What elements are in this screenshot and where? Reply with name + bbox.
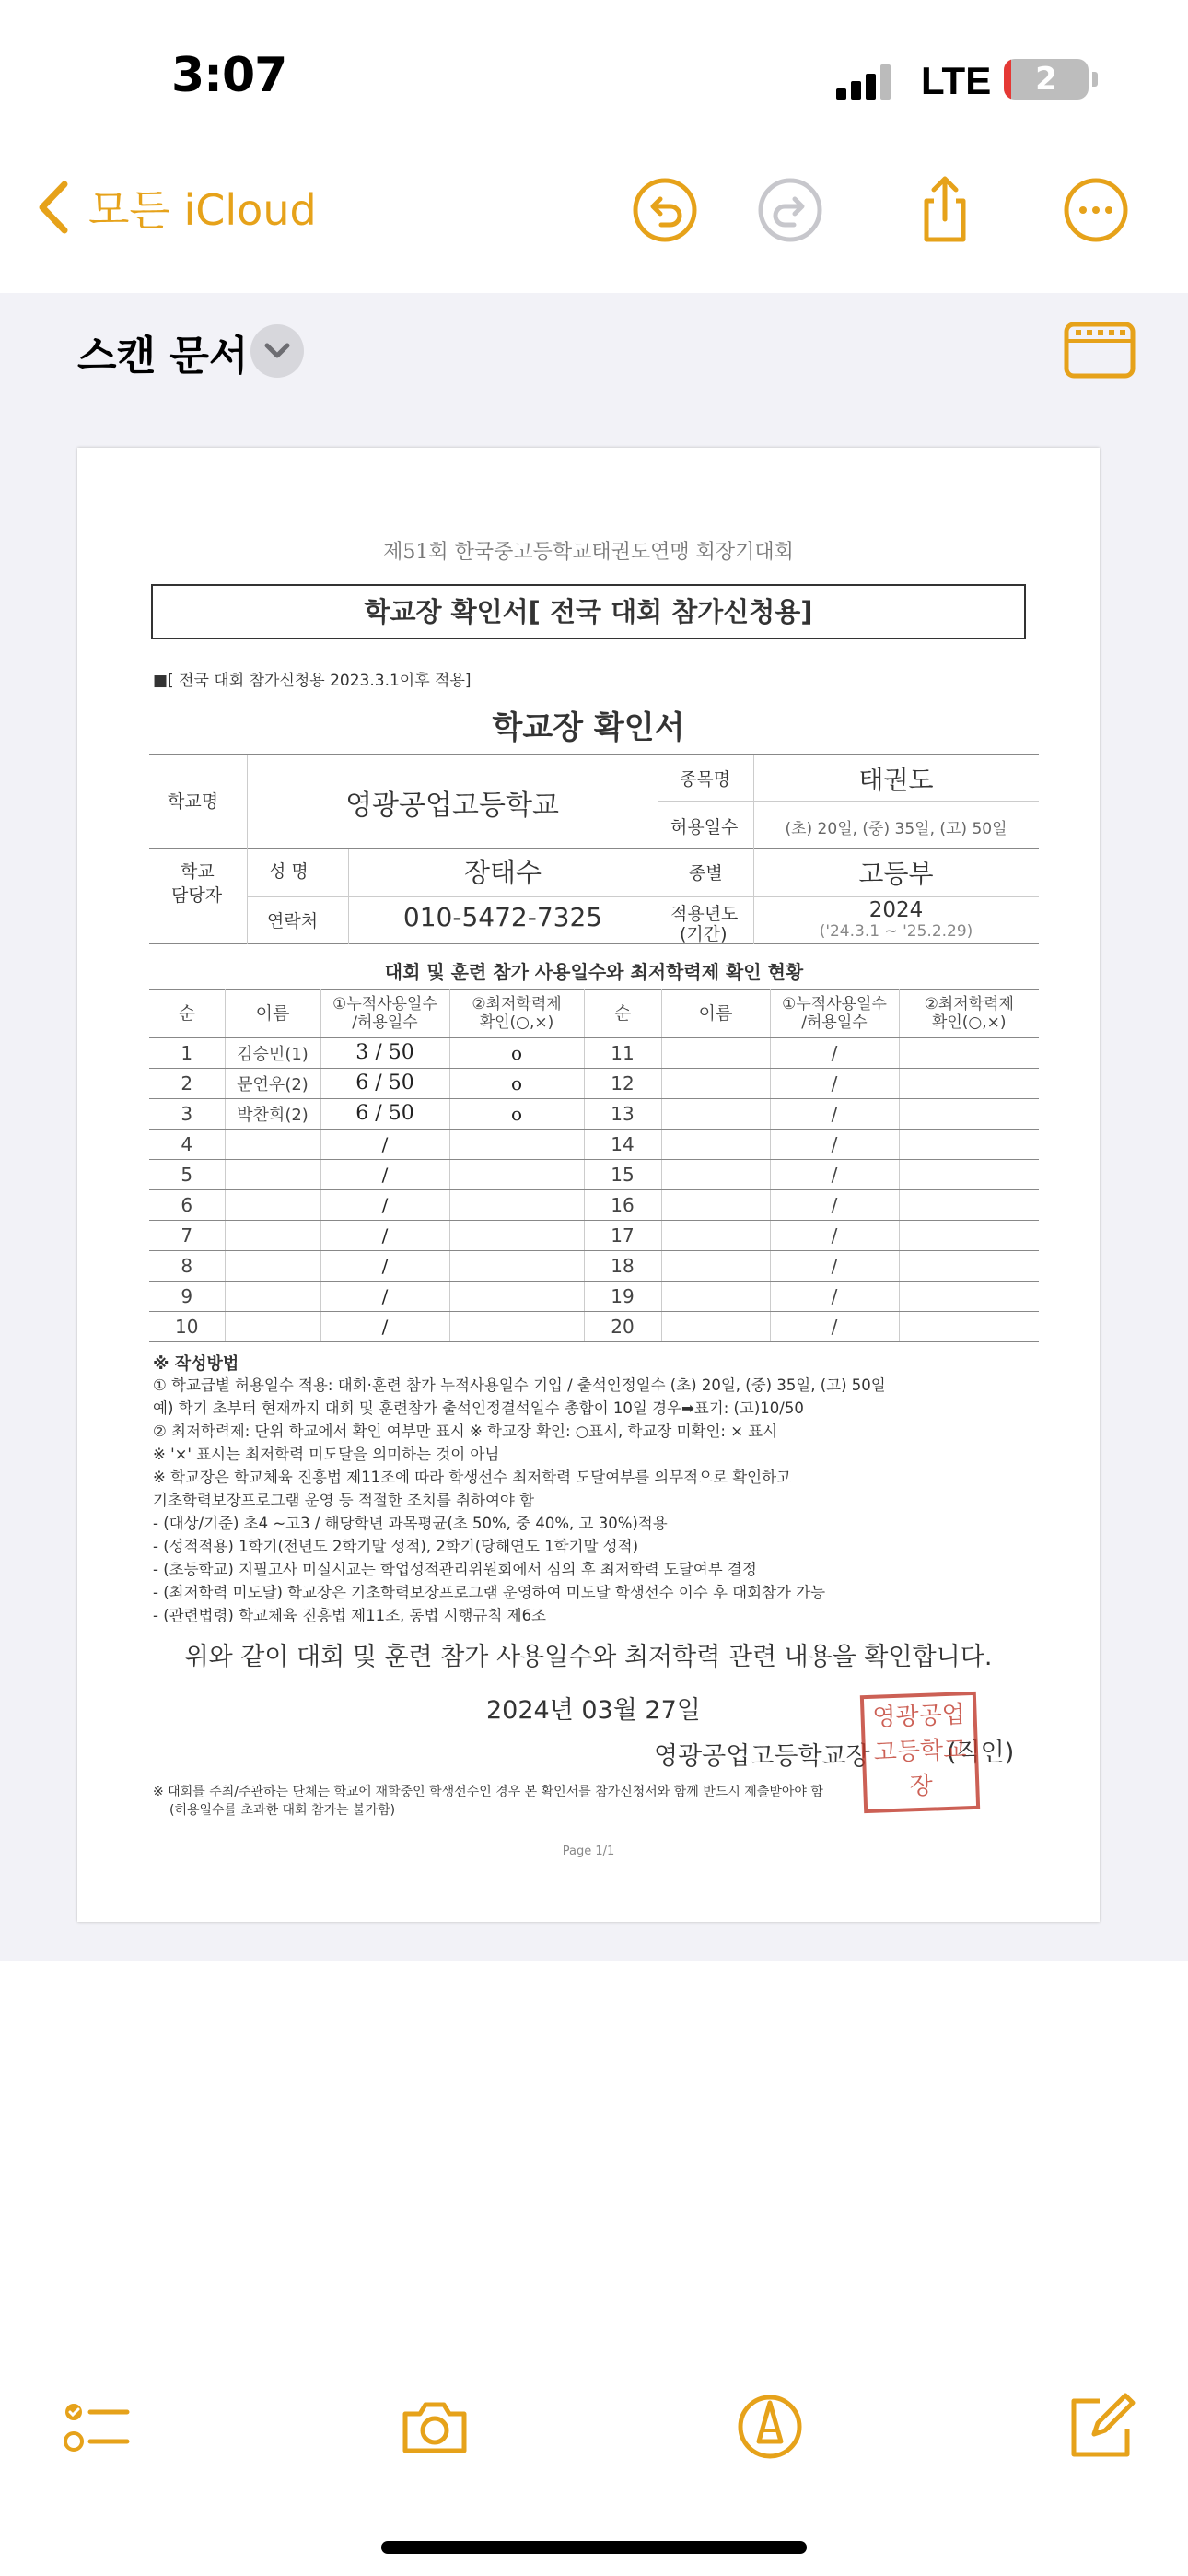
table-cell — [899, 1068, 1039, 1098]
official-seal — [860, 1692, 980, 1813]
bottom-toolbar — [0, 2359, 1188, 2488]
year-value: 2024 — [868, 898, 924, 922]
footer-note-2: (허용일수를 초과한 대회 참가는 불가함) — [169, 1803, 396, 1818]
table-cell: / — [320, 1129, 449, 1159]
table-cell — [225, 1281, 320, 1311]
table-cell — [661, 1159, 770, 1189]
school-label: 학교명 — [168, 791, 219, 812]
share-button[interactable] — [910, 175, 980, 245]
table-cell: 박찬희(2) — [225, 1098, 320, 1129]
keyboard-button[interactable] — [1063, 321, 1136, 380]
status-bar — [0, 0, 1188, 138]
keyboard-icon — [1063, 321, 1136, 380]
table-cell — [449, 1220, 584, 1250]
table-header-cell: 순 — [149, 989, 225, 1037]
markup-button[interactable] — [733, 2390, 807, 2464]
table-cell — [661, 1311, 770, 1341]
table-cell: 문연우(2) — [225, 1068, 320, 1098]
heading-box — [151, 584, 1026, 639]
table-cell: 1 — [149, 1037, 225, 1068]
table-header-cell: 이름 — [225, 989, 320, 1037]
table-cell: 4 — [149, 1129, 225, 1159]
method-line: 예) 학기 초부터 현재까지 대회 및 훈련참가 출석인정결석일수 총합이 10일 경우➡표기: (고)10/50 — [153, 1399, 804, 1417]
contact-value: 010-5472-7325 — [402, 902, 603, 932]
table-cell — [899, 1098, 1039, 1129]
scan-options-button[interactable] — [250, 324, 304, 378]
table-cell: 김승민(1) — [225, 1037, 320, 1068]
page-number: Page 1/1 — [562, 1844, 615, 1858]
main-title: 학교장 확인서 — [492, 709, 685, 746]
table-cell — [899, 1159, 1039, 1189]
table-header-cell: 이름 — [661, 989, 770, 1037]
section-title: 대회 및 훈련 참가 사용일수와 최저학력제 확인 현황 — [384, 961, 804, 983]
type-label: 종별 — [689, 863, 723, 884]
markup-icon — [733, 2390, 807, 2464]
table-cell — [225, 1129, 320, 1159]
share-icon — [910, 175, 980, 245]
table-cell: / — [770, 1189, 899, 1220]
table-cell: o — [449, 1068, 584, 1098]
manager-label-2: 담당자 — [171, 885, 223, 906]
table-cell: o — [449, 1098, 584, 1129]
method-line: 기초학력보장프로그램 운영 등 적절한 조치를 취하여야 함 — [153, 1492, 535, 1509]
table-cell: 9 — [149, 1281, 225, 1311]
table-header-row — [149, 989, 1039, 1037]
sport-value: 태권도 — [858, 765, 934, 795]
table-cell: / — [320, 1311, 449, 1341]
table-cell — [449, 1159, 584, 1189]
year-label-2: (기간) — [680, 924, 728, 944]
battery-cap — [1092, 72, 1098, 87]
table-row — [149, 1098, 1039, 1129]
compose-button[interactable] — [1065, 2390, 1138, 2464]
scanned-page[interactable] — [77, 448, 1100, 1922]
table-cell: / — [320, 1189, 449, 1220]
table-row — [149, 1037, 1039, 1068]
table-cell: 11 — [584, 1037, 661, 1068]
table-cell — [899, 1129, 1039, 1159]
table-cell: / — [770, 1159, 899, 1189]
table-cell — [899, 1037, 1039, 1068]
footer-note-1: ※ 대회를 주최/주관하는 단체는 학교에 재학중인 학생선수인 경우 본 확인서를 참가신청서와 함께 반드시 제출받아야 함 — [153, 1785, 823, 1799]
table-cell — [899, 1281, 1039, 1311]
sport-label: 종목명 — [680, 769, 731, 790]
table-cell: 3 — [149, 1098, 225, 1129]
checklist-icon — [59, 2390, 133, 2464]
table-cell — [449, 1311, 584, 1341]
table-cell: 5 — [149, 1159, 225, 1189]
table-header-cell: ①누적사용일수 /허용일수 — [770, 989, 899, 1037]
table-cell — [449, 1281, 584, 1311]
home-indicator[interactable] — [381, 2541, 807, 2554]
table-cell — [661, 1068, 770, 1098]
table-header-cell: ①누적사용일수 /허용일수 — [320, 989, 449, 1037]
table-cell — [899, 1311, 1039, 1341]
table-cell: / — [770, 1098, 899, 1129]
table-cell — [225, 1159, 320, 1189]
table-cell: / — [770, 1220, 899, 1250]
table-cell — [449, 1250, 584, 1281]
table-cell: / — [770, 1129, 899, 1159]
table-cell — [899, 1220, 1039, 1250]
table-cell: 6 / 50 — [320, 1098, 449, 1129]
table-header-cell: ②최저학력제 확인(○,×) — [899, 989, 1039, 1037]
battery-level: 2 — [1035, 61, 1057, 98]
undo-icon — [630, 175, 700, 245]
table-cell — [661, 1220, 770, 1250]
issue-date: 2024년 03월 27일 — [486, 1696, 701, 1725]
table-cell — [661, 1189, 770, 1220]
table-cell: 10 — [149, 1311, 225, 1341]
contact-label: 연락처 — [267, 911, 319, 931]
status-time: 3:07 — [171, 48, 287, 103]
applicability-note: ■[ 전국 대회 참가신청용 2023.3.1이후 적용] — [153, 672, 472, 690]
table-row — [149, 1159, 1039, 1189]
table-cell: 12 — [584, 1068, 661, 1098]
confirm-text: 위와 같이 대회 및 훈련 참가 사용일수와 최저학력 관련 내용을 확인합니다. — [184, 1643, 993, 1671]
table-cell — [661, 1037, 770, 1068]
method-line: ② 최저학력제: 단위 학교에서 확인 여부만 표시 ※ 학교장 확인: ○표시, 학교장 미확인: × 표시 — [153, 1423, 778, 1440]
participation-table — [149, 989, 1039, 1342]
table-cell — [225, 1220, 320, 1250]
table-cell: 18 — [584, 1250, 661, 1281]
allow-value: (초) 20일, (중) 35일, (고) 50일 — [785, 820, 1007, 838]
info-table — [149, 754, 1039, 989]
name-value: 장태수 — [463, 857, 542, 888]
table-cell: 14 — [584, 1129, 661, 1159]
method-line: ※ 학교장은 학교체육 진흥법 제11조에 따라 학생선수 최저학력 도달여부를 의무적으로 확인하고 — [153, 1469, 791, 1486]
network-type: LTE — [921, 59, 992, 102]
table-header-cell: 순 — [584, 989, 661, 1037]
chevron-down-icon — [250, 324, 304, 378]
chevron-left-icon — [33, 179, 72, 236]
redo-icon — [755, 175, 825, 245]
camera-button[interactable] — [398, 2390, 472, 2464]
year-range: ('24.3.1 ~ '25.2.29) — [819, 922, 973, 941]
heading-box-text: 학교장 확인서[ 전국 대회 참가신청용] — [364, 596, 813, 627]
compose-icon — [1065, 2390, 1138, 2464]
table-cell — [225, 1311, 320, 1341]
table-cell: 6 — [149, 1189, 225, 1220]
table-cell — [225, 1250, 320, 1281]
table-cell: o — [449, 1037, 584, 1068]
table-cell: 17 — [584, 1220, 661, 1250]
table-cell: / — [770, 1281, 899, 1311]
table-cell: 19 — [584, 1281, 661, 1311]
table-cell: 7 — [149, 1220, 225, 1250]
manager-label-1: 학교 — [181, 861, 215, 882]
table-row — [149, 1250, 1039, 1281]
table-cell — [661, 1281, 770, 1311]
scan-title: 스캔 문서 — [77, 333, 249, 380]
table-cell: 20 — [584, 1311, 661, 1341]
method-line: ① 학교급별 허용일수 적용: 대회·훈련 참가 누적사용일수 기입 / 출석인정일수 (초) 20일, (중) 35일, (고) 50일 — [153, 1376, 886, 1394]
back-button[interactable] — [33, 175, 317, 240]
method-title: ※ 작성방법 — [153, 1354, 239, 1374]
more-icon — [1061, 175, 1131, 245]
method-line: - (성적적용) 1학기(전년도 2학기말 성적), 2학기(당해연도 1학기말 성적) — [153, 1538, 639, 1555]
allow-label: 허용일수 — [670, 817, 739, 837]
table-cell: / — [320, 1250, 449, 1281]
table-cell: 6 / 50 — [320, 1068, 449, 1098]
table-row — [149, 1189, 1039, 1220]
table-cell: 8 — [149, 1250, 225, 1281]
table-cell: 2 — [149, 1068, 225, 1098]
table-cell: / — [770, 1068, 899, 1098]
table-cell: / — [770, 1311, 899, 1341]
redo-button[interactable] — [755, 175, 825, 245]
table-cell — [225, 1189, 320, 1220]
table-row — [149, 1068, 1039, 1098]
table-row — [149, 1129, 1039, 1159]
table-cell — [661, 1098, 770, 1129]
seal-hint: (직인) — [947, 1739, 1015, 1767]
table-cell — [661, 1129, 770, 1159]
table-cell — [449, 1189, 584, 1220]
table-cell: / — [770, 1037, 899, 1068]
back-label: 모든 iCloud — [88, 185, 317, 235]
battery-icon — [1004, 59, 1089, 100]
table-cell: 15 — [584, 1159, 661, 1189]
table-cell: / — [320, 1159, 449, 1189]
cellular-signal-icon — [836, 64, 897, 100]
name-label: 성 명 — [269, 861, 309, 882]
table-cell: / — [770, 1250, 899, 1281]
checklist-button[interactable] — [59, 2390, 133, 2464]
table-cell: / — [320, 1281, 449, 1311]
method-line: ※ '×' 표시는 최저학력 미도달을 의미하는 것이 아님 — [153, 1446, 500, 1463]
method-line: - (최저학력 미도달) 학교장은 기초학력보장프로그램 운영하여 미도달 학생선수 이수 후 대회참가 가능 — [153, 1584, 826, 1601]
table-row — [149, 1311, 1039, 1341]
table-cell: 13 — [584, 1098, 661, 1129]
table-row — [149, 1281, 1039, 1311]
table-header-cell: ②최저학력제 확인(○,×) — [449, 989, 584, 1037]
table-cell — [899, 1189, 1039, 1220]
type-value: 고등부 — [858, 859, 934, 889]
event-title: 제51회 한국중고등학교태권도연맹 회장기대회 — [383, 541, 794, 564]
year-label-1: 적용년도 — [670, 904, 739, 924]
camera-icon — [398, 2390, 472, 2464]
school-value: 영광공업고등학교 — [345, 790, 559, 822]
method-line: - (초등학교) 지필고사 미실시교는 학업성적관리위원회에서 심의 후 최저학력 도달여부 결정 — [153, 1561, 757, 1578]
table-row — [149, 1220, 1039, 1250]
table-cell: / — [320, 1220, 449, 1250]
more-button[interactable] — [1061, 175, 1131, 245]
table-cell — [661, 1250, 770, 1281]
seal-text: 영광공업고등학교장 — [871, 1701, 967, 1801]
table-cell: 3 / 50 — [320, 1037, 449, 1068]
table-cell — [899, 1250, 1039, 1281]
method-line: - (대상/기준) 초4 ~고3 / 해당학년 과목평균(초 50%, 중 40%, 고 30%)적용 — [153, 1515, 668, 1532]
table-cell — [449, 1129, 584, 1159]
method-line: - (관련법령) 학교체육 진흥법 제11조, 동법 시행규칙 제6조 — [153, 1607, 546, 1624]
table-cell: 16 — [584, 1189, 661, 1220]
signer-name: 영광공업고등학교장 — [654, 1742, 870, 1771]
undo-button[interactable] — [630, 175, 700, 245]
